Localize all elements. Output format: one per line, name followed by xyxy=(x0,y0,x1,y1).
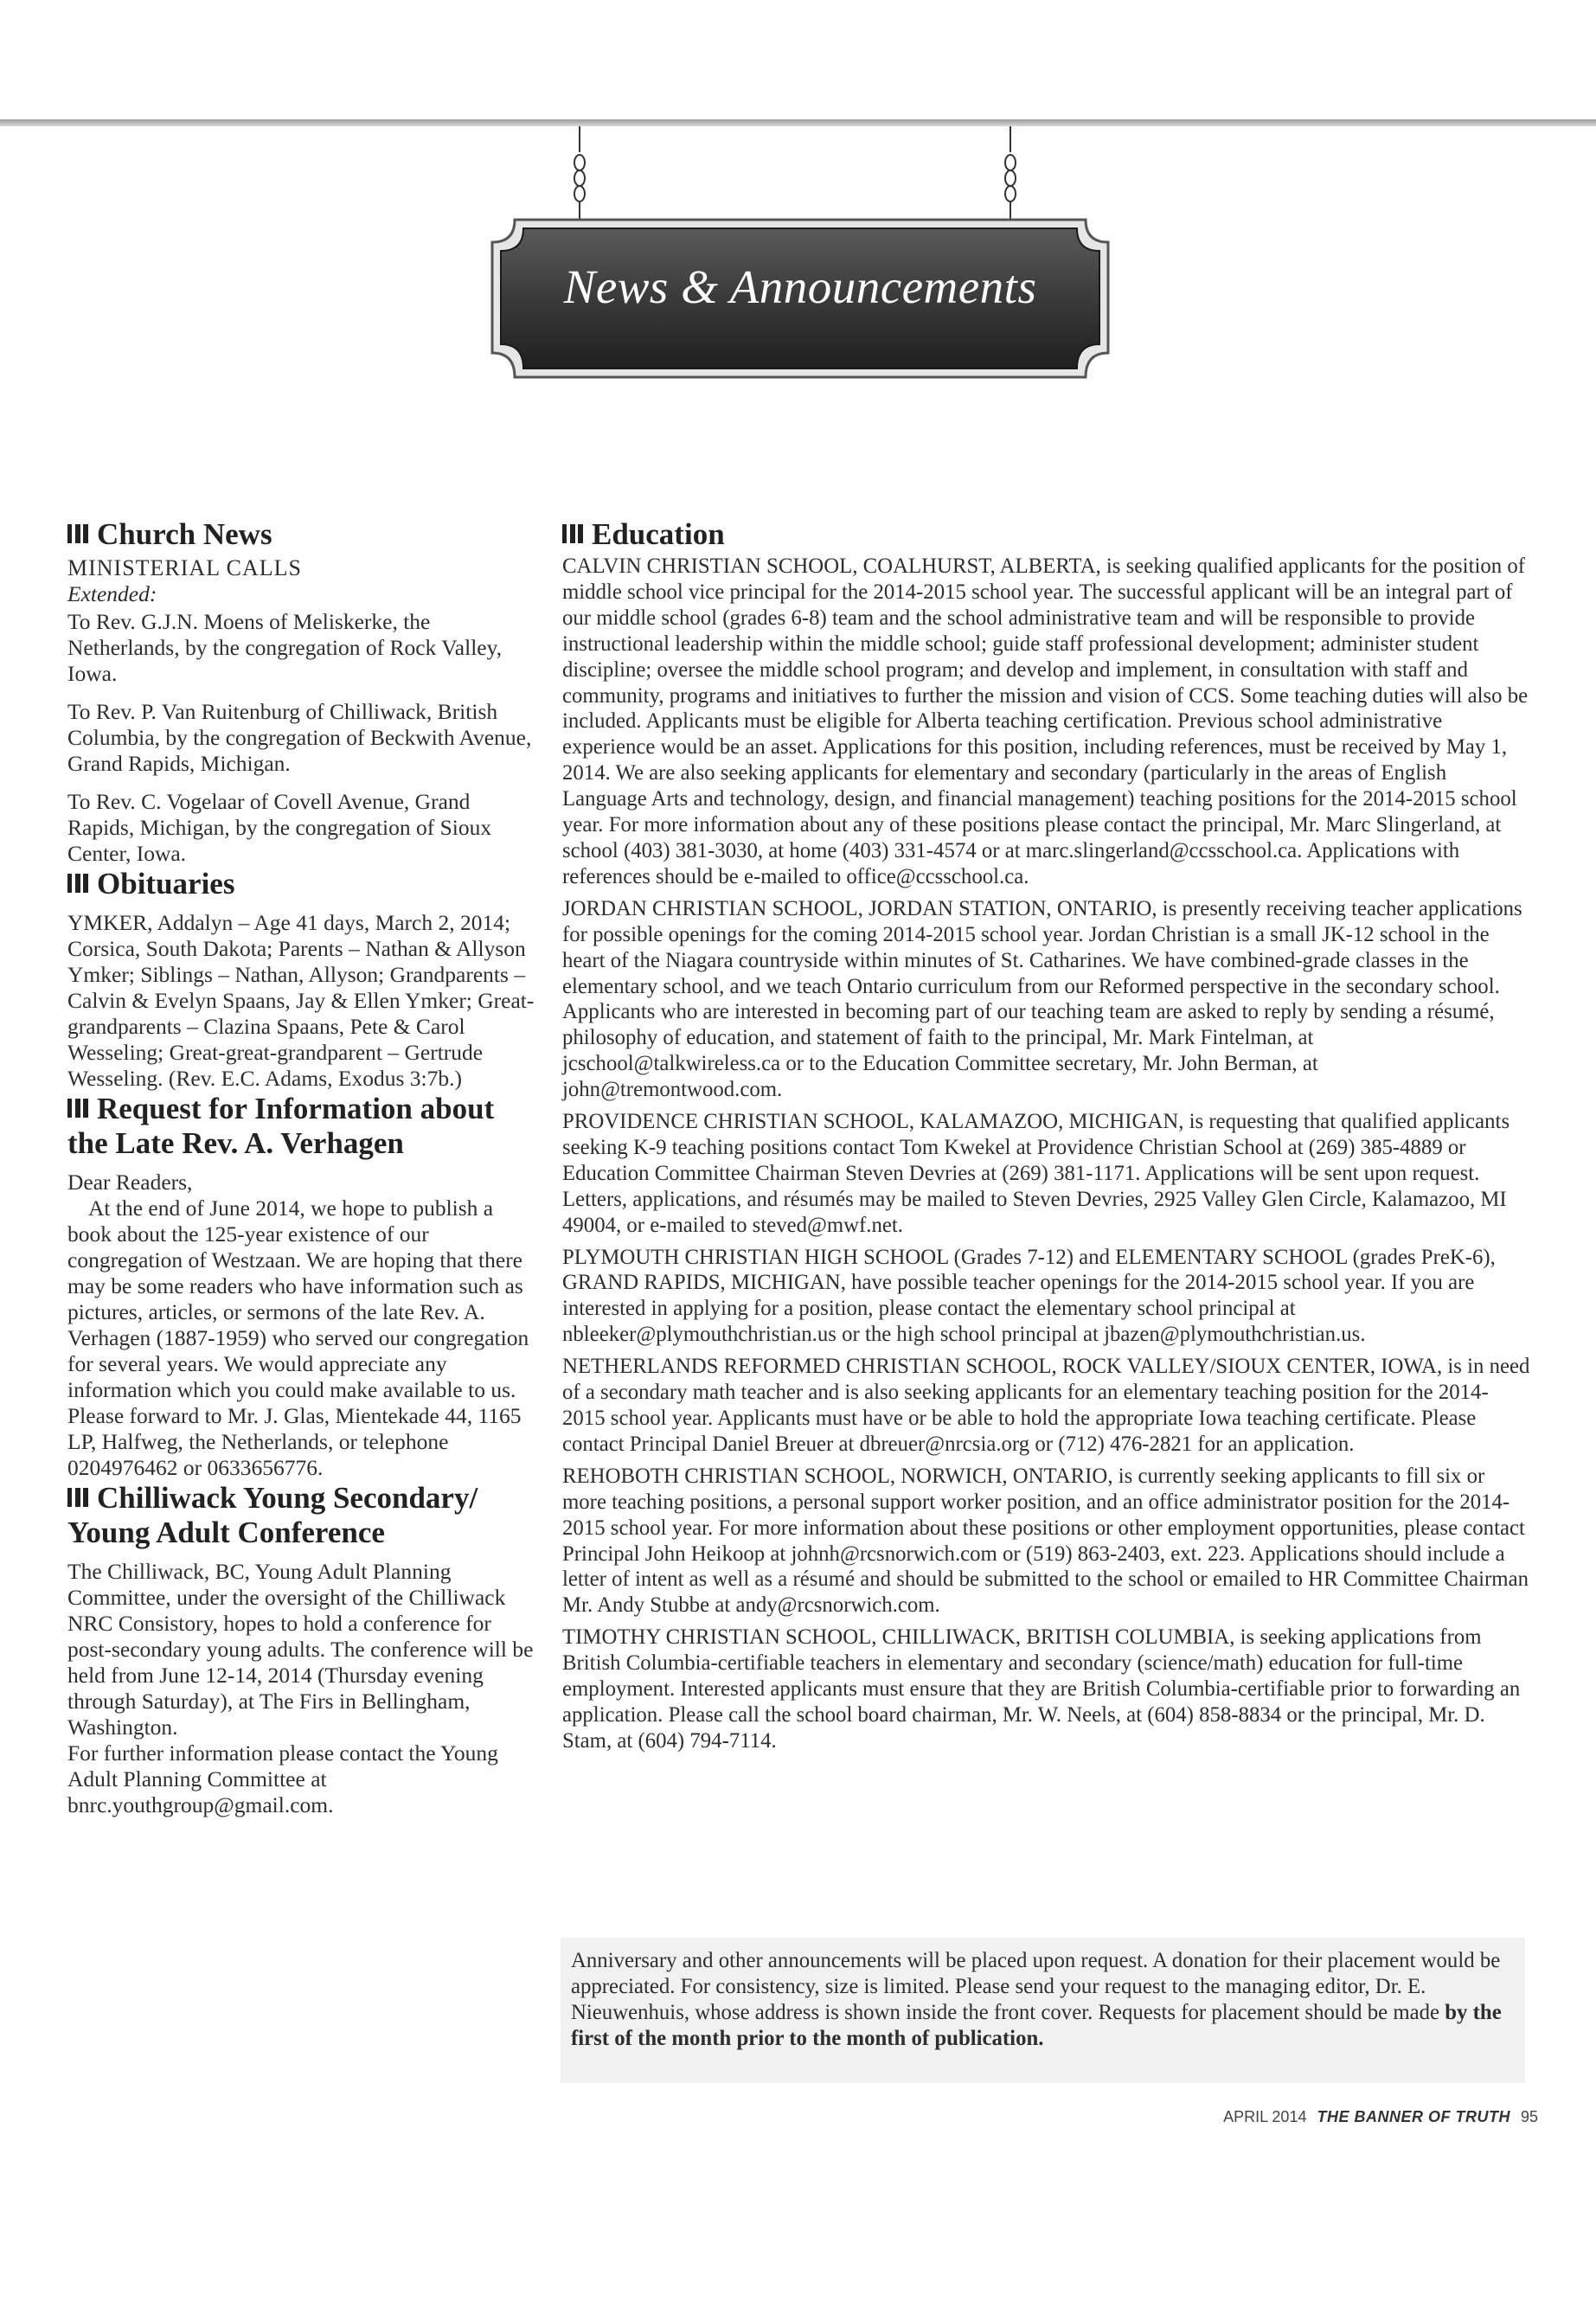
section-bars-icon xyxy=(67,1488,88,1507)
education-item: CALVIN CHRISTIAN SCHOOL, COALHURST, ALBERTA, is seeking qualified applicants for the position of middle school vice principal for the 2014-2015 school year. The successful applicant will be an integral part of our middle school (grades 6-8) team and the school administrative team and will be responsible to provide instructional leadership within the middle school; guide staff professional development; administer student discipline; oversee the middle school program; and develop and implement, in consultation with staff and community, programs and initiatives to further the mission and vision of CCS. Some teaching duties will also be included. Applicants must be eligible for Alberta teaching certification. Previous school administrative experience would be an asset. Applications for this position, including references, must be received by May 1, 2014. We are also seeking applicants for elementary and secondary (particularly in the areas of English Language Arts and technology, design, and financial management) teaching positions for the 2014-2015 school year. For more information about any of these positions please contact the principal, Mr. Marc Slingerland, at school (403) 381-3030, at home (403) 331-4574 or at marc.slingerland@ccsschool.ca. Applications with references should be e-mailed to office@ccsschool.ca. xyxy=(562,554,1529,888)
obituaries-heading: Obituaries xyxy=(67,867,535,901)
education-item: NETHERLANDS REFORMED CHRISTIAN SCHOOL, ROCK VALLEY/SIOUX CENTER, IOWA, is in need of a secondary math teacher and is also seeking applicants for an elementary teaching position for the 2014-2015 school year. Applicants must have or be able to hold the appropriate Iowa teaching certificate. Please contact Principal Daniel Breuer at dbreuer@nrcsia.org or (712) 476-2821 for an application. xyxy=(562,1355,1530,1456)
top-rule xyxy=(0,119,1596,126)
request-body: At the end of June 2014, we hope to publish a book about the 125-year existence of our congregation of Westzaan. We are hoping that there may be some readers who have information such as pictures, articles, or sermons of the late Rev. A. Verhagen (1887-1959) who served our congregation for several years. We would appreciate any information which you could make available to us. Please forward to Mr. J. Glas, Mientekade 44, 1165 LP, Halfweg, the Netherlands, or telephone 0204976462 or 0633656776. xyxy=(67,1195,529,1480)
church-news-heading: Church News xyxy=(67,517,535,552)
education-item: TIMOTHY CHRISTIAN SCHOOL, CHILLIWACK, BRITISH COLUMBIA, is seeking applications from British Columbia-certifiable teachers in elementary and secondary (science/math) education for full-time employment. Interested applicants must ensure that they are British Columbia-certifiable prior to forwarding an application. Please call the school board chairman, Mr. W. Neels, at (604) 858-8834 or the principal, Mr. D. Stam, at (604) 794-7114. xyxy=(562,1625,1521,1753)
request-salutation: Dear Readers, xyxy=(67,1170,193,1195)
obituary-text: YMKER, Addalyn – Age 41 days, March 2, 2014; Corsica, South Dakota; Parents – Nathan & Allyson Ymker; Siblings – Nathan, Allyson; Grandparents – Calvin & Evelyn Spaans, Jay & Ellen Ymker; Great-grandparents – Clazina Spaans, Pete & Carol Wesseling; Great-great-grandparent – Gertrude Wesseling. (Rev. E.C. Adams, Exodus 3:7b.) xyxy=(67,910,535,1091)
education-item: PROVIDENCE CHRISTIAN SCHOOL, KALAMAZOO, MICHIGAN, is requesting that qualified applicants seeking K-9 teaching positions contact Tom Kwekel at Providence Christian School at (269) 385-4889 or Education Committee Chairman Steven Devries at (269) 381-1171. Applications will be sent upon request. Letters, applications, and résumés may be mailed to Steven Devries, 2925 Valley Glen Circle, Kalamazoo, MI 49004, or e-mailed to steved@mwf.net. xyxy=(562,1110,1510,1237)
chilliwack-heading: Chilliwack Young Secondary/ Young Adult Conference xyxy=(67,1481,478,1549)
call-item: To Rev. G.J.N. Moens of Meliskerke, the Netherlands, by the congregation of Rock Valley, Iowa. xyxy=(67,609,503,686)
section-bars-icon xyxy=(562,524,583,543)
page-number: 95 xyxy=(1520,2108,1538,2125)
request-heading: Request for Information about the Late Rev. A. Verhagen xyxy=(67,1092,495,1160)
footer-date: APRIL 2014 xyxy=(1223,2108,1307,2125)
education-item: JORDAN CHRISTIAN SCHOOL, JORDAN STATION, ONTARIO, is presently receiving teacher applications for possible openings for the coming 2014-2015 school year. Jordan Christian is a small JK-12 school in the heart of the Niagara countryside within minutes of St. Catharines. We have combined-grade classes in the elementary school, and we teach Ontario curriculum from our Reformed perspective in the secondary school. Applicants who are interested in becoming part of our teaching team are asked to reply by sending a résumé, philosophy of education, and statement of faith to the principal, Mr. Mark Fintelman, at jcschool@talkwireless.ca or to the Education Committee secretary, Mr. John Berman, at john@tremontwood.com. xyxy=(562,896,1522,1102)
notice-deadline: by the first of the month prior to the month of publication. xyxy=(571,2000,1502,2050)
left-column xyxy=(67,517,535,1818)
section-bars-icon xyxy=(67,1099,88,1118)
education-item: PLYMOUTH CHRISTIAN HIGH SCHOOL (Grades 7-12) and ELEMENTARY SCHOOL (grades PreK-6), GRAND RAPIDS, MICHIGAN, have possible teacher openings for the 2014-2015 school year. If you are interested in applying for a position, please contact the elementary school principal at nbleeker@plymouthchristian.us or the high school principal at jbazen@plymouthchristian.us. xyxy=(562,1245,1496,1347)
footer-publication: THE BANNER OF TRUTH xyxy=(1317,2108,1510,2125)
section-bars-icon xyxy=(67,524,88,543)
right-column xyxy=(562,517,1531,1760)
announcement-notice-box xyxy=(561,1938,1525,2083)
extended-label: Extended: xyxy=(67,581,157,606)
section-bars-icon xyxy=(67,874,88,893)
call-item: To Rev. C. Vogelaar of Covell Avenue, Grand Rapids, Michigan, by the congregation of Sioux Center, Iowa. xyxy=(67,789,492,866)
page-title: News & Announcements xyxy=(563,260,1037,313)
call-item: To Rev. P. Van Ruitenburg of Chilliwack, British Columbia, by the congregation of Beckwith Avenue, Grand Rapids, Michigan. xyxy=(67,699,532,776)
chilliwack-contact: For further information please contact the Young Adult Planning Committee at bnrc.youthgroup@gmail.com. xyxy=(67,1740,498,1817)
ministerial-calls-subheading: MINISTERIAL CALLS xyxy=(67,555,302,580)
notice-text: Anniversary and other announcements will be placed upon request. A donation for their placement would be appreciated. For consistency, size is limited. Please send your request to the managing editor, Dr. E. Nieuwenhuis, whose address is shown inside the front cover. Requests for placement should be made by the first of the month prior to the month of publication. xyxy=(571,1949,1502,2050)
education-heading: Education xyxy=(562,517,1531,552)
education-item: REHOBOTH CHRISTIAN SCHOOL, NORWICH, ONTARIO, is currently seeking applicants to fill six or more teaching positions, a personal support worker position, and an office administrator position for the 2014-2015 school year. For more information about these positions or other employment opportunities, please contact Principal John Heikoop at johnh@rcsnorwich.com or (519) 863-2403, ext. 223. Applications should include a letter of intent as well as a résumé and should be submitted to the school or emailed to HR Committee Chairman Mr. Andy Stubbe at andy@rcsnorwich.com. xyxy=(562,1464,1529,1618)
page-footer xyxy=(1090,2108,1538,2126)
chilliwack-body: The Chilliwack, BC, Young Adult Planning Committee, under the oversight of the Chilliwack NRC Consistory, hopes to hold a conference for post-secondary young adults. The conference will be held from June 12-14, 2014 (Thursday evening through Saturday), at The Firs in Bellingham, Washington. xyxy=(67,1559,534,1740)
